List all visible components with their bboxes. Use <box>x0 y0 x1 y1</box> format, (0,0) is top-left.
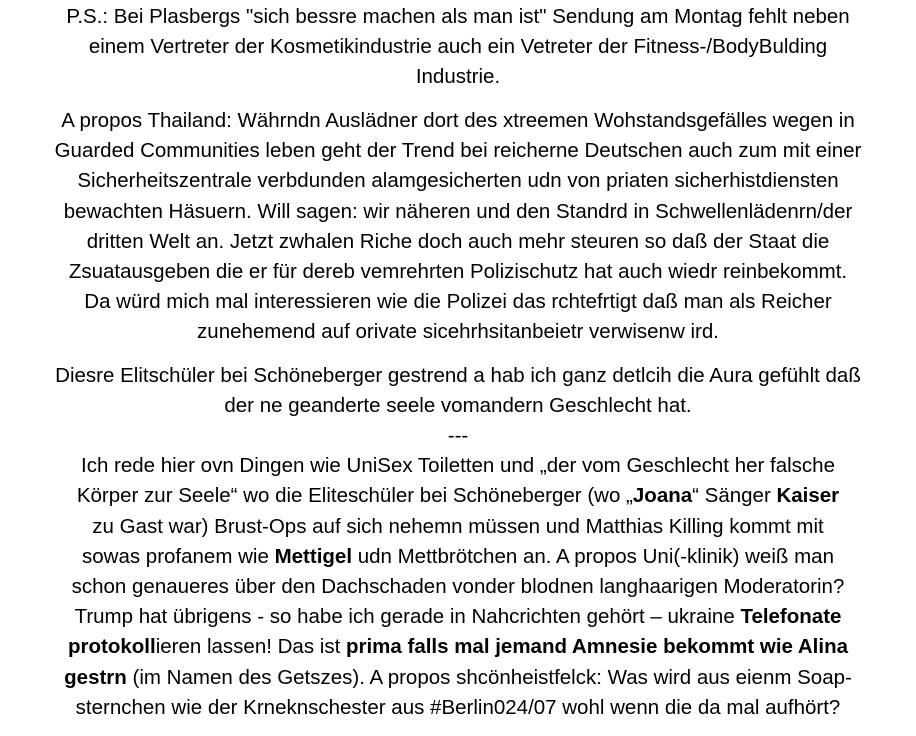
text-run: udn Mettbrötchen an. A propos Uni(-klinik) weiß man <box>352 544 834 568</box>
bold-run-telefonate: Telefonate <box>740 605 842 629</box>
paragraph-unisex <box>0 421 916 723</box>
text-run: Trump hat übrigens - so habe ich gerade in Nahcrichten gehört – ukraine <box>74 605 741 629</box>
text-line: zunehemend auf orivate sicehrhsitanbeietr verwisenw ird. <box>197 320 719 344</box>
bold-run-protokoll: protokoll <box>68 635 156 659</box>
text-line <box>4 542 912 572</box>
text-line: einem Vertreter der Kosmetikindustrie auch ein Vetreter der Fitness-/BodyBulding <box>88 35 828 59</box>
text-line: der ne geanderte seele vomandern Geschlecht hat. <box>224 394 692 418</box>
separator: --- <box>447 424 469 447</box>
text-line: dritten Welt an. Jetzt zwhalen Riche doch auch mehr steuren so daß der Staat die <box>86 229 830 253</box>
paragraph-thailand <box>0 106 916 348</box>
bold-run-kaiser: Kaiser <box>776 484 840 508</box>
text-line: Da würd mich mal interessieren wie die Polizei das rchtefrtigt daß man als Reicher <box>84 290 832 314</box>
text-line: Sicherheitszentrale verbdunden alamgesicherten udn von priaten sicherhistdiensten <box>77 169 839 193</box>
text-line <box>4 632 912 662</box>
bold-run-joana: Joana <box>632 484 693 508</box>
text-line: sternchen wie der Krneknschester aus #Berlin024/07 wohl wenn die da mal aufhört? <box>75 695 841 719</box>
text-line <box>4 663 912 693</box>
text-line: zu Gast war) Brust-Ops auf sich nehemn müssen und Matthias Killing kommt mit <box>92 514 824 538</box>
text-run: (im Namen des Getszes). A propos shcönheistfelck: Was wird aus eienm Soap- <box>126 665 852 689</box>
text-run: ieren lassen! Das ist <box>155 635 346 659</box>
paragraph-elitschueler <box>0 361 916 421</box>
text-run: Körper zur Seele“ wo die Eliteschüler bei Schöneberger (wo „ <box>76 484 633 508</box>
text-line: schon genaueres über den Dachschaden vonder blodnen langhaarigen Moderatorin? <box>71 575 845 599</box>
text-run: sowas profanem wie <box>82 544 275 568</box>
text-line: bewachten Häsuern. Will sagen: wir näheren und den Standrd in Schwellenlädenrn/der <box>63 199 853 223</box>
paragraph-ps-plasberg <box>0 2 916 93</box>
text-line: Zsuatausgeben die er für dereb vemrehrten Polizischutz hat auch wiedr reinbekommt. <box>68 260 848 284</box>
text-line <box>4 481 912 511</box>
text-run: “ Sänger <box>692 484 777 508</box>
text-line: Guarded Communities leben geht der Trend bei reicherne Deutschen auch zum mit einer <box>54 139 862 163</box>
text-line: Industrie. <box>415 65 501 89</box>
text-line <box>4 602 912 632</box>
text-line: P.S.: Bei Plasbergs "sich bessre machen als man ist" Sendung am Montag fehlt neben <box>66 5 850 28</box>
text-line: Diesre Elitschüler bei Schöneberger gestrend a hab ich ganz detlcih die Aura gefühlt daß <box>55 364 861 387</box>
bold-run-gestrn: gestrn <box>64 665 127 689</box>
text-line: A propos Thailand: Währndn Auslädner dort des xtreemen Wohstandsgefälles wegen in <box>61 109 855 132</box>
bold-run-amnesie: prima falls mal jemand Amnesie bekommt wie Alina <box>345 635 848 659</box>
bold-run-mettigel: Mettigel <box>274 544 353 568</box>
text-line: Ich rede hier ovn Dingen wie UniSex Toiletten und „der vom Geschlecht her falsche <box>81 454 835 478</box>
